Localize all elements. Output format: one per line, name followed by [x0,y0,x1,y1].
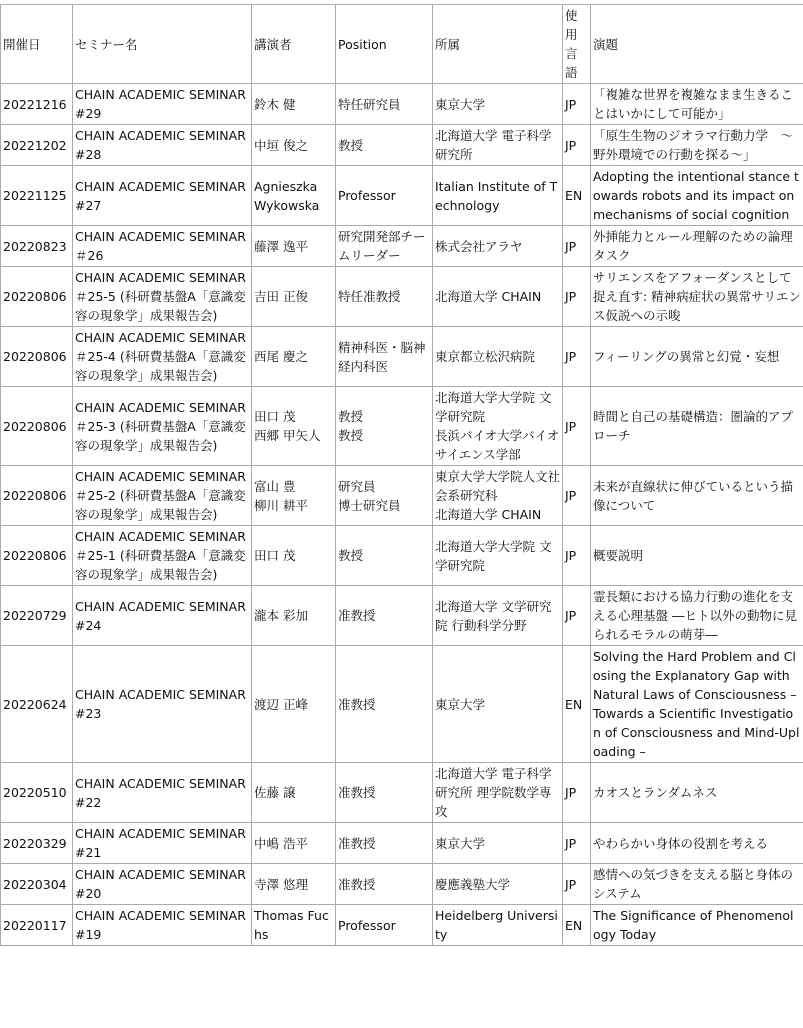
cell-speaker: 鈴木 健 [252,84,336,125]
cell-date: 20221216 [1,84,73,125]
cell-position: 准教授 [336,864,433,905]
cell-position: 准教授 [336,763,433,823]
cell-date: 20220329 [1,823,73,864]
cell-position: 教授 [336,526,433,586]
cell-affiliation: 北海道大学 電子科学研究所 理学院数学専攻 [433,763,563,823]
cell-affiliation: 東京大学 [433,646,563,763]
cell-affiliation: 東京大学 [433,823,563,864]
cell-title: 霊長類における協力行動の進化を支える心理基盤 ―ヒト以外の動物に見られるモラルの萌芽― [591,586,803,646]
cell-seminar: CHAIN ACADEMIC SEMINAR #24 [73,586,252,646]
cell-speaker: 佐藤 譲 [252,763,336,823]
cell-language: EN [563,905,591,946]
table-row [1,905,803,946]
table-row [1,387,803,466]
cell-affiliation: 北海道大学 文学研究院 行動科学分野 [433,586,563,646]
cell-speaker: 西尾 慶之 [252,327,336,387]
cell-title: Solving the Hard Problem and Closing the Explanatory Gap with Natural Laws of Consciousness – Towards a Scientific Investigation of Consciousness and Mind-Uploading – [591,646,803,763]
cell-title: サリエンスをアフォーダンスとして捉え直す: 精神病症状の異常サリエンス仮説への示唆 [591,267,803,327]
cell-seminar: CHAIN ACADEMIC SEMINAR #28 [73,125,252,166]
header-date: 開催日 [1,5,73,84]
cell-position: 教授 [336,125,433,166]
cell-title: カオスとランダムネス [591,763,803,823]
cell-seminar: CHAIN ACADEMIC SEMINAR #29 [73,84,252,125]
cell-position: 教授 教授 [336,387,433,466]
header-seminar: セミナー名 [73,5,252,84]
cell-title: フィーリングの異常と幻覚・妄想 [591,327,803,387]
table-row [1,267,803,327]
cell-seminar: CHAIN ACADEMIC SEMINAR ＃25-3 (科研費基盤A「意識変容の現象学」成果報告会) [73,387,252,466]
cell-language: JP [563,586,591,646]
cell-title: 「複雑な世界を複雑なまま生きることはいかにして可能か」 [591,84,803,125]
cell-position: 准教授 [336,586,433,646]
cell-speaker: 富山 豊 柳川 耕平 [252,466,336,526]
cell-seminar: CHAIN ACADEMIC SEMINAR #19 [73,905,252,946]
cell-language: JP [563,864,591,905]
cell-affiliation: 北海道大学 CHAIN [433,267,563,327]
cell-date: 20220117 [1,905,73,946]
cell-affiliation: 北海道大学 電子科学研究所 [433,125,563,166]
cell-speaker: 田口 茂 [252,526,336,586]
table-row [1,763,803,823]
cell-title: やわらかい身体の役割を考える [591,823,803,864]
header-language: 使用言語 [563,5,591,84]
seminar-table [0,4,803,946]
cell-affiliation: Heidelberg University [433,905,563,946]
cell-speaker: 藤澤 逸平 [252,226,336,267]
cell-seminar: CHAIN ACADEMIC SEMINAR ＃25-4 (科研費基盤A「意識変容の現象学」成果報告会) [73,327,252,387]
cell-speaker: 中垣 俊之 [252,125,336,166]
cell-title: 外挿能力とルール理解のための論理タスク [591,226,803,267]
cell-language: JP [563,226,591,267]
cell-title: 概要説明 [591,526,803,586]
cell-speaker: 渡辺 正峰 [252,646,336,763]
cell-seminar: CHAIN ACADEMIC SEMINAR #21 [73,823,252,864]
cell-language: EN [563,646,591,763]
cell-position: 准教授 [336,823,433,864]
cell-date: 20220823 [1,226,73,267]
cell-date: 20220806 [1,387,73,466]
cell-title: 時間と自己の基礎構造：圏論的アプローチ [591,387,803,466]
cell-position: 特任准教授 [336,267,433,327]
cell-seminar: CHAIN ACADEMIC SEMINAR #22 [73,763,252,823]
cell-position: Professor [336,166,433,226]
cell-seminar: CHAIN ACADEMIC SEMINAR ＃25-1 (科研費基盤A「意識変容の現象学」成果報告会) [73,526,252,586]
cell-date: 20220806 [1,267,73,327]
cell-affiliation: 東京都立松沢病院 [433,327,563,387]
cell-language: EN [563,166,591,226]
cell-position: 研究開発部チームリーダー [336,226,433,267]
header-speaker: 講演者 [252,5,336,84]
cell-affiliation: 北海道大学大学院 文学研究院 長浜バイオ大学バイオサイエンス学部 [433,387,563,466]
cell-affiliation: 北海道大学大学院 文学研究院 [433,526,563,586]
cell-position: Professor [336,905,433,946]
table-row [1,84,803,125]
header-title: 演題 [591,5,803,84]
cell-title: 「原生生物のジオラマ行動力学 〜野外環境での行動を探る〜」 [591,125,803,166]
cell-speaker: 吉田 正俊 [252,267,336,327]
cell-date: 20220304 [1,864,73,905]
cell-speaker: Thomas Fuchs [252,905,336,946]
cell-position: 特任研究員 [336,84,433,125]
header-affiliation: 所属 [433,5,563,84]
cell-language: JP [563,267,591,327]
cell-seminar: CHAIN ACADEMIC SEMINAR ＃25-5 (科研費基盤A「意識変容の現象学」成果報告会) [73,267,252,327]
cell-date: 20220806 [1,526,73,586]
cell-title: 感情への気づきを支える脳と身体のシステム [591,864,803,905]
cell-speaker: 田口 茂 西郷 甲矢人 [252,387,336,466]
cell-date: 20220510 [1,763,73,823]
cell-date: 20220624 [1,646,73,763]
cell-affiliation: 慶應義塾大学 [433,864,563,905]
cell-seminar: CHAIN ACADEMIC SEMINAR #23 [73,646,252,763]
cell-language: JP [563,763,591,823]
cell-speaker: 中嶋 浩平 [252,823,336,864]
header-row [1,5,803,84]
cell-speaker: Agnieszka Wykowska [252,166,336,226]
cell-date: 20221125 [1,166,73,226]
table-body [1,84,803,946]
cell-language: JP [563,125,591,166]
table-row [1,586,803,646]
cell-seminar: CHAIN ACADEMIC SEMINAR ＃26 [73,226,252,267]
table-row [1,226,803,267]
table-row [1,526,803,586]
table-row [1,166,803,226]
cell-affiliation: Italian Institute of Technology [433,166,563,226]
table-row [1,823,803,864]
cell-date: 20221202 [1,125,73,166]
cell-language: JP [563,823,591,864]
cell-seminar: CHAIN ACADEMIC SEMINAR #20 [73,864,252,905]
cell-seminar: CHAIN ACADEMIC SEMINAR ＃25-2 (科研費基盤A「意識変容の現象学」成果報告会) [73,466,252,526]
cell-affiliation: 株式会社アラヤ [433,226,563,267]
cell-speaker: 瀧本 彩加 [252,586,336,646]
table-row [1,125,803,166]
cell-date: 20220806 [1,327,73,387]
cell-language: JP [563,466,591,526]
cell-position: 准教授 [336,646,433,763]
cell-language: JP [563,327,591,387]
cell-affiliation: 東京大学大学院人文社会系研究科 北海道大学 CHAIN [433,466,563,526]
cell-date: 20220806 [1,466,73,526]
table-row [1,327,803,387]
cell-title: The Significance of Phenomenology Today [591,905,803,946]
cell-speaker: 寺澤 悠理 [252,864,336,905]
cell-date: 20220729 [1,586,73,646]
cell-language: JP [563,387,591,466]
cell-title: 未来が直線状に伸びているという描像について [591,466,803,526]
table-row [1,466,803,526]
cell-affiliation: 東京大学 [433,84,563,125]
cell-language: JP [563,526,591,586]
cell-position: 研究員 博士研究員 [336,466,433,526]
table-row [1,864,803,905]
header-position: Position [336,5,433,84]
table-row [1,646,803,763]
cell-seminar: CHAIN ACADEMIC SEMINAR #27 [73,166,252,226]
cell-language: JP [563,84,591,125]
cell-title: Adopting the intentional stance towards robots and its impact on mechanisms of social cognition [591,166,803,226]
cell-position: 精神科医・脳神経内科医 [336,327,433,387]
